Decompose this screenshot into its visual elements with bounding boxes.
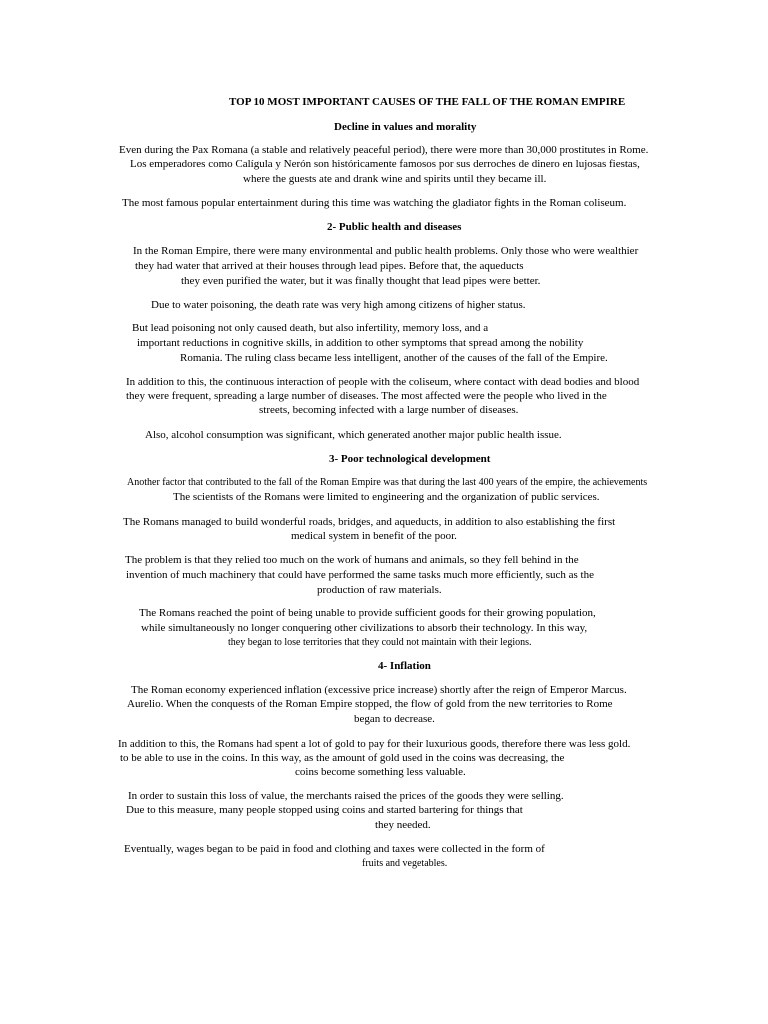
paragraph-line: Aurelio. When the conquests of the Roman Empire stopped, the flow of gold from the new territories to Rome: [127, 698, 613, 710]
paragraph-line: production of raw materials.: [317, 584, 442, 596]
paragraph-line: they were frequent, spreading a large number of diseases. The most affected were the people who lived in the: [126, 390, 607, 402]
paragraph-line: to be able to use in the coins. In this way, as the amount of gold used in the coins was decreasing, the: [120, 752, 565, 764]
paragraph-line: invention of much machinery that could have performed the same tasks much more efficiently, such as the: [126, 569, 594, 581]
paragraph-line: Even during the Pax Romana (a stable and relatively peaceful period), there were more than 30,000 prostitutes in Rome.: [119, 144, 649, 156]
paragraph-line: they began to lose territories that they could not maintain with their legions.: [228, 637, 532, 648]
paragraph-line: coins become something less valuable.: [295, 766, 466, 778]
paragraph-line: The Roman economy experienced inflation (excessive price increase) shortly after the reign of Emperor Marcus.: [131, 684, 627, 696]
paragraph-line: In the Roman Empire, there were many environmental and public health problems. Only those who were wealthier: [133, 245, 639, 257]
paragraph-line: they even purified the water, but it was finally thought that lead pipes were better.: [181, 275, 541, 287]
document-title: TOP 10 MOST IMPORTANT CAUSES OF THE FALL OF THE ROMAN EMPIRE: [229, 96, 626, 108]
paragraph-line: In addition to this, the Romans had spent a lot of gold to pay for their luxurious goods, therefore there was less gold.: [118, 738, 631, 750]
paragraph-line: medical system in benefit of the poor.: [291, 530, 457, 542]
paragraph-line: The Romans reached the point of being unable to provide sufficient goods for their growing population,: [139, 607, 596, 619]
paragraph-line: The most famous popular entertainment during this time was watching the gladiator fights in the Roman coliseum.: [122, 197, 627, 209]
section-heading: 2- Public health and diseases: [327, 221, 462, 233]
paragraph-line: they needed.: [375, 819, 431, 831]
paragraph-line: Los emperadores como Calígula y Nerón son históricamente famosos por sus derroches de dinero en lujosas fiestas,: [130, 158, 640, 170]
section-heading: 3- Poor technological development: [329, 453, 491, 465]
paragraph-line: important reductions in cognitive skills, in addition to other symptoms that spread among the nobility: [137, 337, 584, 349]
paragraph-line: Due to this measure, many people stopped using coins and started bartering for things that: [126, 804, 523, 816]
paragraph-line: streets, becoming infected with a large number of diseases.: [259, 404, 519, 416]
section-heading: Decline in values and morality: [334, 121, 477, 133]
paragraph-line: Eventually, wages began to be paid in food and clothing and taxes were collected in the form of: [124, 843, 545, 855]
section-heading: 4- Inflation: [378, 660, 431, 672]
paragraph-line: In addition to this, the continuous interaction of people with the coliseum, where contact with dead bodies and blood: [126, 376, 640, 388]
paragraph-line: while simultaneously no longer conquering other civilizations to absorb their technology. In this way,: [141, 622, 588, 634]
paragraph-line: Another factor that contributed to the fall of the Roman Empire was that during the last 400 years of the empire, the achievements: [127, 477, 648, 488]
paragraph-line: fruits and vegetables.: [362, 858, 448, 869]
paragraph-line: they had water that arrived at their houses through lead pipes. Before that, the aqueducts: [135, 260, 524, 272]
paragraph-line: The Romans managed to build wonderful roads, bridges, and aqueducts, in addition to also establishing the first: [123, 516, 616, 528]
paragraph-line: In order to sustain this loss of value, the merchants raised the prices of the goods they were selling.: [128, 790, 564, 802]
paragraph-line: where the guests ate and drank wine and spirits until they became ill.: [243, 173, 547, 185]
paragraph-line: Also, alcohol consumption was significant, which generated another major public health issue.: [145, 429, 562, 441]
paragraph-line: Romania. The ruling class became less intelligent, another of the causes of the fall of the Empire.: [180, 352, 608, 364]
paragraph-line: The problem is that they relied too much on the work of humans and animals, so they fell behind in the: [125, 554, 579, 566]
paragraph-line: began to decrease.: [354, 713, 435, 725]
paragraph-line: The scientists of the Romans were limited to engineering and the organization of public services.: [173, 491, 600, 503]
paragraph-line: But lead poisoning not only caused death, but also infertility, memory loss, and a: [132, 322, 489, 334]
paragraph-line: Due to water poisoning, the death rate was very high among citizens of higher status.: [151, 299, 526, 311]
